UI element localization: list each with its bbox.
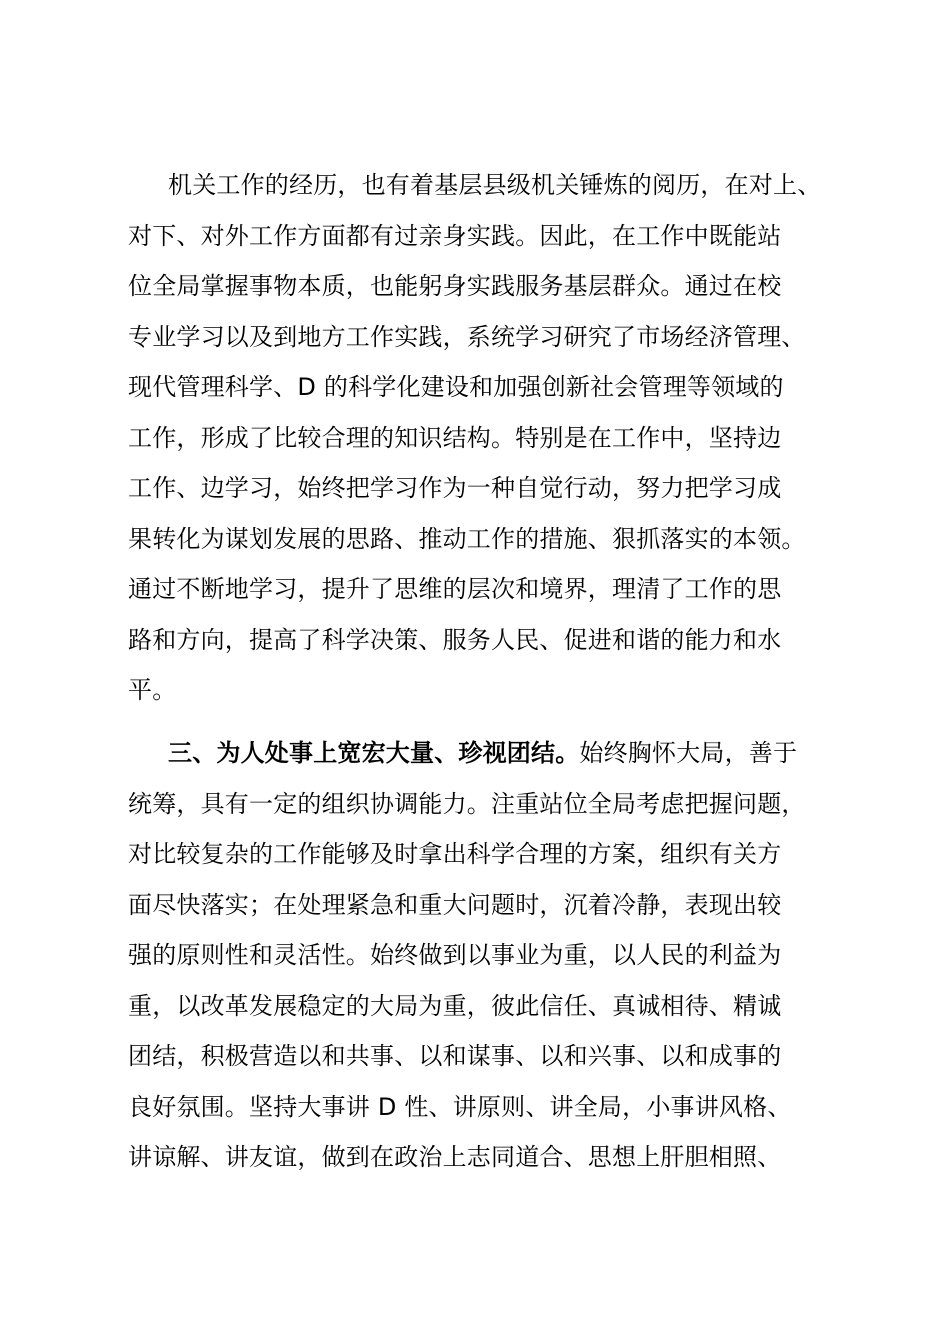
paragraph-line: 良好氛围。坚持大事讲 D 性、讲原则、讲全局，小事讲风格、: [128, 1092, 792, 1121]
paragraph-line: 面尽快落实；在处理紧急和重大问题时，沉着冷静，表现出较: [128, 890, 782, 919]
paragraph-line: 团结，积极营造以和共事、以和谋事、以和兴事、以和成事的: [128, 1042, 782, 1070]
paragraph-line: 专业学习以及到地方工作实践，系统学习研究了市场经济管理、: [128, 322, 806, 351]
paragraph-line: 现代管理科学、D 的科学化建设和加强创新社会管理等领域的: [128, 373, 784, 401]
paragraph-line: 通过不断地学习，提升了思维的层次和境界，理清了工作的思: [128, 575, 782, 603]
paragraph-line-rest: 始终胸怀大局，善于: [579, 739, 798, 767]
paragraph-first-line: [128, 728, 848, 779]
paragraph-1: [128, 160, 848, 716]
paragraph-line: 强的原则性和灵活性。始终做到以事业为重，以人民的利益为: [128, 941, 782, 969]
paragraph-line: 对比较复杂的工作能够及时拿出科学合理的方案，组织有关方: [128, 840, 782, 868]
paragraph-line: 工作，形成了比较合理的知识结构。特别是在工作中，坚持边: [128, 423, 782, 452]
paragraph-line: 对下、对外工作方面都有过亲身实践。因此，在工作中既能站: [128, 221, 782, 250]
section-heading: 三、为人处事上宽宏大量、珍视团结。: [168, 739, 580, 767]
paragraph-line: 工作、边学习，始终把学习作为一种自觉行动，努力把学习成: [128, 474, 782, 502]
paragraph-line: 统筹，具有一定的组织协调能力。注重站位全局考虑把握问题，: [128, 789, 806, 818]
paragraph-line: 果转化为谋划发展的思路、推动工作的措施、狠抓落实的本领。: [128, 524, 806, 553]
paragraph-line: 平。: [128, 676, 177, 704]
paragraph-line: 讲谅解、讲友谊，做到在政治上志同道合、思想上肝胆相照、: [128, 1143, 782, 1171]
paragraph-line: 重，以改革发展稳定的大局为重，彼此信任、真诚相待、精诚: [128, 991, 782, 1020]
paragraph-line: 路和方向，提高了科学决策、服务人民、促进和谐的能力和水: [128, 625, 782, 654]
paragraph-2: [128, 728, 848, 1183]
paragraph-line: 位全局掌握事物本质，也能躬身实践服务基层群众。通过在校: [128, 272, 782, 300]
paragraph-line: 机关工作的经历，也有着基层县级机关锤炼的阅历，在对上、: [168, 171, 822, 199]
